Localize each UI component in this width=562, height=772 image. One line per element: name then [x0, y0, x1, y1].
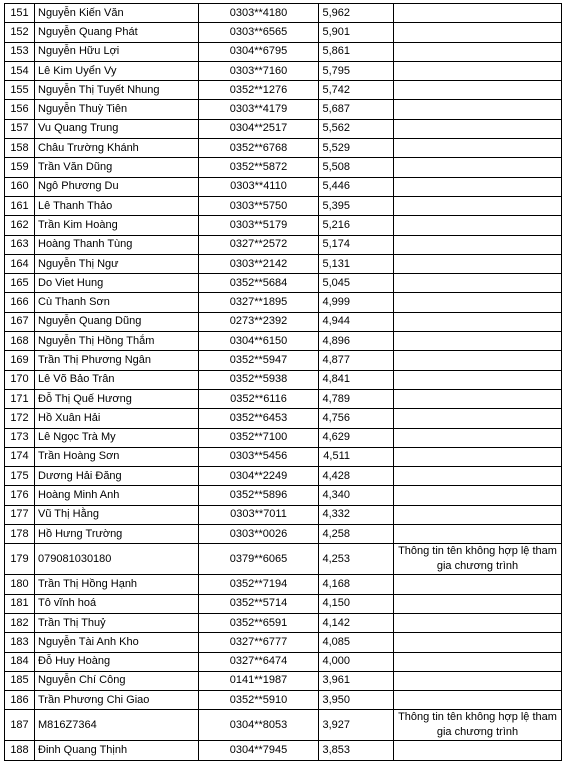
- row-index: 155: [5, 81, 35, 100]
- note-cell: [394, 652, 562, 671]
- table-row: [5, 312, 562, 331]
- phone-number: 0273**2392: [199, 312, 319, 331]
- participant-name: Trần Thị Hồng Hạnh: [35, 575, 199, 594]
- phone-number: 0352**6116: [199, 389, 319, 408]
- table-row: [5, 633, 562, 652]
- phone-number: 0327**6777: [199, 633, 319, 652]
- points-value: 5,795: [319, 61, 394, 80]
- table-row: [5, 525, 562, 544]
- note-cell: [394, 158, 562, 177]
- table-row: [5, 274, 562, 293]
- note-cell: [394, 389, 562, 408]
- note-cell: [394, 312, 562, 331]
- participant-name: Đỗ Thị Quế Hương: [35, 389, 199, 408]
- points-value: 5,395: [319, 196, 394, 215]
- row-index: 176: [5, 486, 35, 505]
- note-cell: [394, 4, 562, 23]
- participant-name: Trần Thị Thuỷ: [35, 613, 199, 632]
- participant-name: Vu Quang Trung: [35, 119, 199, 138]
- row-index: 162: [5, 216, 35, 235]
- phone-number: 0303**5179: [199, 216, 319, 235]
- points-value: 5,508: [319, 158, 394, 177]
- note-cell: Thông tin tên không hợp lệ tham gia chương trình: [394, 544, 562, 575]
- row-index: 161: [5, 196, 35, 215]
- row-index: 154: [5, 61, 35, 80]
- table-row: [5, 177, 562, 196]
- participant-name: Hồ Xuân Hải: [35, 409, 199, 428]
- table-row: [5, 119, 562, 138]
- row-index: 177: [5, 505, 35, 524]
- points-value: 4,944: [319, 312, 394, 331]
- row-index: 159: [5, 158, 35, 177]
- note-cell: [394, 81, 562, 100]
- table-row: [5, 710, 562, 741]
- points-value: 4,332: [319, 505, 394, 524]
- note-cell: [394, 196, 562, 215]
- phone-number: 0303**4180: [199, 4, 319, 23]
- phone-number: 0303**2142: [199, 254, 319, 273]
- phone-number: 0304**6795: [199, 42, 319, 61]
- participant-name: Trần Thị Phương Ngân: [35, 351, 199, 370]
- participant-name: Trần Hoàng Sơn: [35, 447, 199, 466]
- phone-number: 0352**5684: [199, 274, 319, 293]
- note-cell: [394, 594, 562, 613]
- results-table-body: [5, 4, 562, 761]
- table-row: [5, 447, 562, 466]
- note-cell: Thông tin tên không hợp lệ tham gia chương trình: [394, 710, 562, 741]
- row-index: 157: [5, 119, 35, 138]
- row-index: 181: [5, 594, 35, 613]
- phone-number: 0352**5938: [199, 370, 319, 389]
- note-cell: [394, 370, 562, 389]
- table-row: [5, 467, 562, 486]
- table-row: [5, 486, 562, 505]
- table-row: [5, 42, 562, 61]
- phone-number: 0352**5910: [199, 691, 319, 710]
- participant-name: Trần Phương Chi Giao: [35, 691, 199, 710]
- row-index: 164: [5, 254, 35, 273]
- points-value: 4,258: [319, 525, 394, 544]
- phone-number: 0304**2517: [199, 119, 319, 138]
- note-cell: [394, 42, 562, 61]
- phone-number: 0303**6565: [199, 23, 319, 42]
- row-index: 158: [5, 139, 35, 158]
- points-value: 5,901: [319, 23, 394, 42]
- table-row: [5, 594, 562, 613]
- participant-name: Đỗ Huy Hoàng: [35, 652, 199, 671]
- row-index: 188: [5, 741, 35, 760]
- row-index: 168: [5, 332, 35, 351]
- phone-number: 0352**5872: [199, 158, 319, 177]
- phone-number: 0352**5714: [199, 594, 319, 613]
- participant-name: Dương Hải Đăng: [35, 467, 199, 486]
- note-cell: [394, 741, 562, 760]
- points-value: 4,511: [319, 447, 394, 466]
- table-row: [5, 652, 562, 671]
- row-index: 163: [5, 235, 35, 254]
- results-table: [4, 3, 562, 761]
- phone-number: 0327**6474: [199, 652, 319, 671]
- table-row: [5, 671, 562, 690]
- row-index: 187: [5, 710, 35, 741]
- note-cell: [394, 351, 562, 370]
- note-cell: [394, 633, 562, 652]
- phone-number: 0303**4179: [199, 100, 319, 119]
- phone-number: 0304**7945: [199, 741, 319, 760]
- phone-number: 0304**6150: [199, 332, 319, 351]
- row-index: 185: [5, 671, 35, 690]
- points-value: 4,085: [319, 633, 394, 652]
- participant-name: Cù Thanh Sơn: [35, 293, 199, 312]
- phone-number: 0352**1276: [199, 81, 319, 100]
- note-cell: [394, 254, 562, 273]
- participant-name: Nguyễn Thị Hồng Thắm: [35, 332, 199, 351]
- phone-number: 0327**2572: [199, 235, 319, 254]
- participant-name: 079081030180: [35, 544, 199, 575]
- participant-name: Vũ Thị Hằng: [35, 505, 199, 524]
- points-value: 5,216: [319, 216, 394, 235]
- table-row: [5, 428, 562, 447]
- points-value: 4,896: [319, 332, 394, 351]
- table-row: [5, 235, 562, 254]
- row-index: 186: [5, 691, 35, 710]
- points-value: 5,687: [319, 100, 394, 119]
- note-cell: [394, 505, 562, 524]
- points-value: 4,340: [319, 486, 394, 505]
- row-index: 169: [5, 351, 35, 370]
- row-index: 174: [5, 447, 35, 466]
- points-value: 3,950: [319, 691, 394, 710]
- note-cell: [394, 274, 562, 293]
- table-row: [5, 216, 562, 235]
- points-value: 5,742: [319, 81, 394, 100]
- participant-name: Nguyễn Quang Dũng: [35, 312, 199, 331]
- note-cell: [394, 671, 562, 690]
- phone-number: 0303**0026: [199, 525, 319, 544]
- row-index: 160: [5, 177, 35, 196]
- participant-name: Lê Võ Bảo Trân: [35, 370, 199, 389]
- table-row: [5, 332, 562, 351]
- row-index: 165: [5, 274, 35, 293]
- points-value: 4,000: [319, 652, 394, 671]
- phone-number: 0352**5947: [199, 351, 319, 370]
- row-index: 152: [5, 23, 35, 42]
- points-value: 5,045: [319, 274, 394, 293]
- note-cell: [394, 332, 562, 351]
- note-cell: [394, 216, 562, 235]
- row-index: 179: [5, 544, 35, 575]
- participant-name: Nguyễn Hữu Lợi: [35, 42, 199, 61]
- table-row: [5, 351, 562, 370]
- participant-name: Hoàng Minh Anh: [35, 486, 199, 505]
- points-value: 4,877: [319, 351, 394, 370]
- participant-name: Hồ Hưng Trường: [35, 525, 199, 544]
- table-row: [5, 293, 562, 312]
- row-index: 178: [5, 525, 35, 544]
- points-value: 4,756: [319, 409, 394, 428]
- row-index: 167: [5, 312, 35, 331]
- participant-name: Tô vĩnh hoá: [35, 594, 199, 613]
- participant-name: Lê Ngọc Trà My: [35, 428, 199, 447]
- table-row: [5, 613, 562, 632]
- row-index: 180: [5, 575, 35, 594]
- points-value: 5,131: [319, 254, 394, 273]
- row-index: 153: [5, 42, 35, 61]
- row-index: 184: [5, 652, 35, 671]
- phone-number: 0304**2249: [199, 467, 319, 486]
- points-value: 4,150: [319, 594, 394, 613]
- points-value: 5,174: [319, 235, 394, 254]
- participant-name: Lê Thanh Thảo: [35, 196, 199, 215]
- points-value: 4,629: [319, 428, 394, 447]
- note-cell: [394, 613, 562, 632]
- points-value: 3,853: [319, 741, 394, 760]
- phone-number: 0141**1987: [199, 671, 319, 690]
- row-index: 170: [5, 370, 35, 389]
- row-index: 171: [5, 389, 35, 408]
- note-cell: [394, 61, 562, 80]
- row-index: 182: [5, 613, 35, 632]
- phone-number: 0304**8053: [199, 710, 319, 741]
- table-row: [5, 81, 562, 100]
- points-value: 3,961: [319, 671, 394, 690]
- note-cell: [394, 467, 562, 486]
- row-index: 156: [5, 100, 35, 119]
- note-cell: [394, 486, 562, 505]
- note-cell: [394, 23, 562, 42]
- points-value: 4,142: [319, 613, 394, 632]
- row-index: 151: [5, 4, 35, 23]
- table-row: [5, 196, 562, 215]
- participant-name: Nguyễn Thị Ngư: [35, 254, 199, 273]
- points-value: 4,999: [319, 293, 394, 312]
- phone-number: 0303**7160: [199, 61, 319, 80]
- note-cell: [394, 575, 562, 594]
- participant-name: Châu Trường Khánh: [35, 139, 199, 158]
- phone-number: 0327**1895: [199, 293, 319, 312]
- phone-number: 0303**5750: [199, 196, 319, 215]
- participant-name: Nguyễn Tài Anh Kho: [35, 633, 199, 652]
- points-value: 4,841: [319, 370, 394, 389]
- table-row: [5, 691, 562, 710]
- participant-name: Nguyễn Quang Phát: [35, 23, 199, 42]
- participant-name: Hoàng Thanh Tùng: [35, 235, 199, 254]
- row-index: 166: [5, 293, 35, 312]
- phone-number: 0352**7100: [199, 428, 319, 447]
- phone-number: 0303**7011: [199, 505, 319, 524]
- participant-name: Trần Văn Dũng: [35, 158, 199, 177]
- participant-name: Ngô Phương Du: [35, 177, 199, 196]
- note-cell: [394, 139, 562, 158]
- row-index: 173: [5, 428, 35, 447]
- phone-number: 0352**5896: [199, 486, 319, 505]
- table-row: [5, 61, 562, 80]
- table-row: [5, 100, 562, 119]
- note-cell: [394, 293, 562, 312]
- phone-number: 0352**7194: [199, 575, 319, 594]
- points-value: 3,927: [319, 710, 394, 741]
- phone-number: 0352**6768: [199, 139, 319, 158]
- note-cell: [394, 447, 562, 466]
- note-cell: [394, 525, 562, 544]
- note-cell: [394, 428, 562, 447]
- participant-name: Lê Kim Uyển Vy: [35, 61, 199, 80]
- phone-number: 0379**6065: [199, 544, 319, 575]
- phone-number: 0303**5456: [199, 447, 319, 466]
- note-cell: [394, 691, 562, 710]
- points-value: 5,861: [319, 42, 394, 61]
- note-cell: [394, 235, 562, 254]
- points-value: 5,529: [319, 139, 394, 158]
- table-row: [5, 4, 562, 23]
- note-cell: [394, 409, 562, 428]
- row-index: 183: [5, 633, 35, 652]
- note-cell: [394, 119, 562, 138]
- table-row: [5, 544, 562, 575]
- participant-name: Trần Kim Hoàng: [35, 216, 199, 235]
- points-value: 5,562: [319, 119, 394, 138]
- participant-name: M816Z7364: [35, 710, 199, 741]
- participant-name: Nguyễn Kiến Văn: [35, 4, 199, 23]
- points-value: 4,789: [319, 389, 394, 408]
- table-row: [5, 254, 562, 273]
- table-row: [5, 741, 562, 760]
- phone-number: 0352**6591: [199, 613, 319, 632]
- note-cell: [394, 100, 562, 119]
- participant-name: Do Viet Hung: [35, 274, 199, 293]
- points-value: 4,428: [319, 467, 394, 486]
- table-row: [5, 158, 562, 177]
- table-row: [5, 409, 562, 428]
- participant-name: Đinh Quang Thịnh: [35, 741, 199, 760]
- phone-number: 0352**6453: [199, 409, 319, 428]
- points-value: 5,446: [319, 177, 394, 196]
- table-row: [5, 505, 562, 524]
- table-row: [5, 23, 562, 42]
- points-value: 4,168: [319, 575, 394, 594]
- participant-name: Nguyễn Thuỳ Tiên: [35, 100, 199, 119]
- phone-number: 0303**4110: [199, 177, 319, 196]
- table-row: [5, 389, 562, 408]
- participant-name: Nguyễn Chí Công: [35, 671, 199, 690]
- points-value: 4,253: [319, 544, 394, 575]
- table-row: [5, 575, 562, 594]
- participant-name: Nguyễn Thị Tuyết Nhung: [35, 81, 199, 100]
- note-cell: [394, 177, 562, 196]
- row-index: 175: [5, 467, 35, 486]
- table-row: [5, 139, 562, 158]
- table-row: [5, 370, 562, 389]
- points-value: 5,962: [319, 4, 394, 23]
- row-index: 172: [5, 409, 35, 428]
